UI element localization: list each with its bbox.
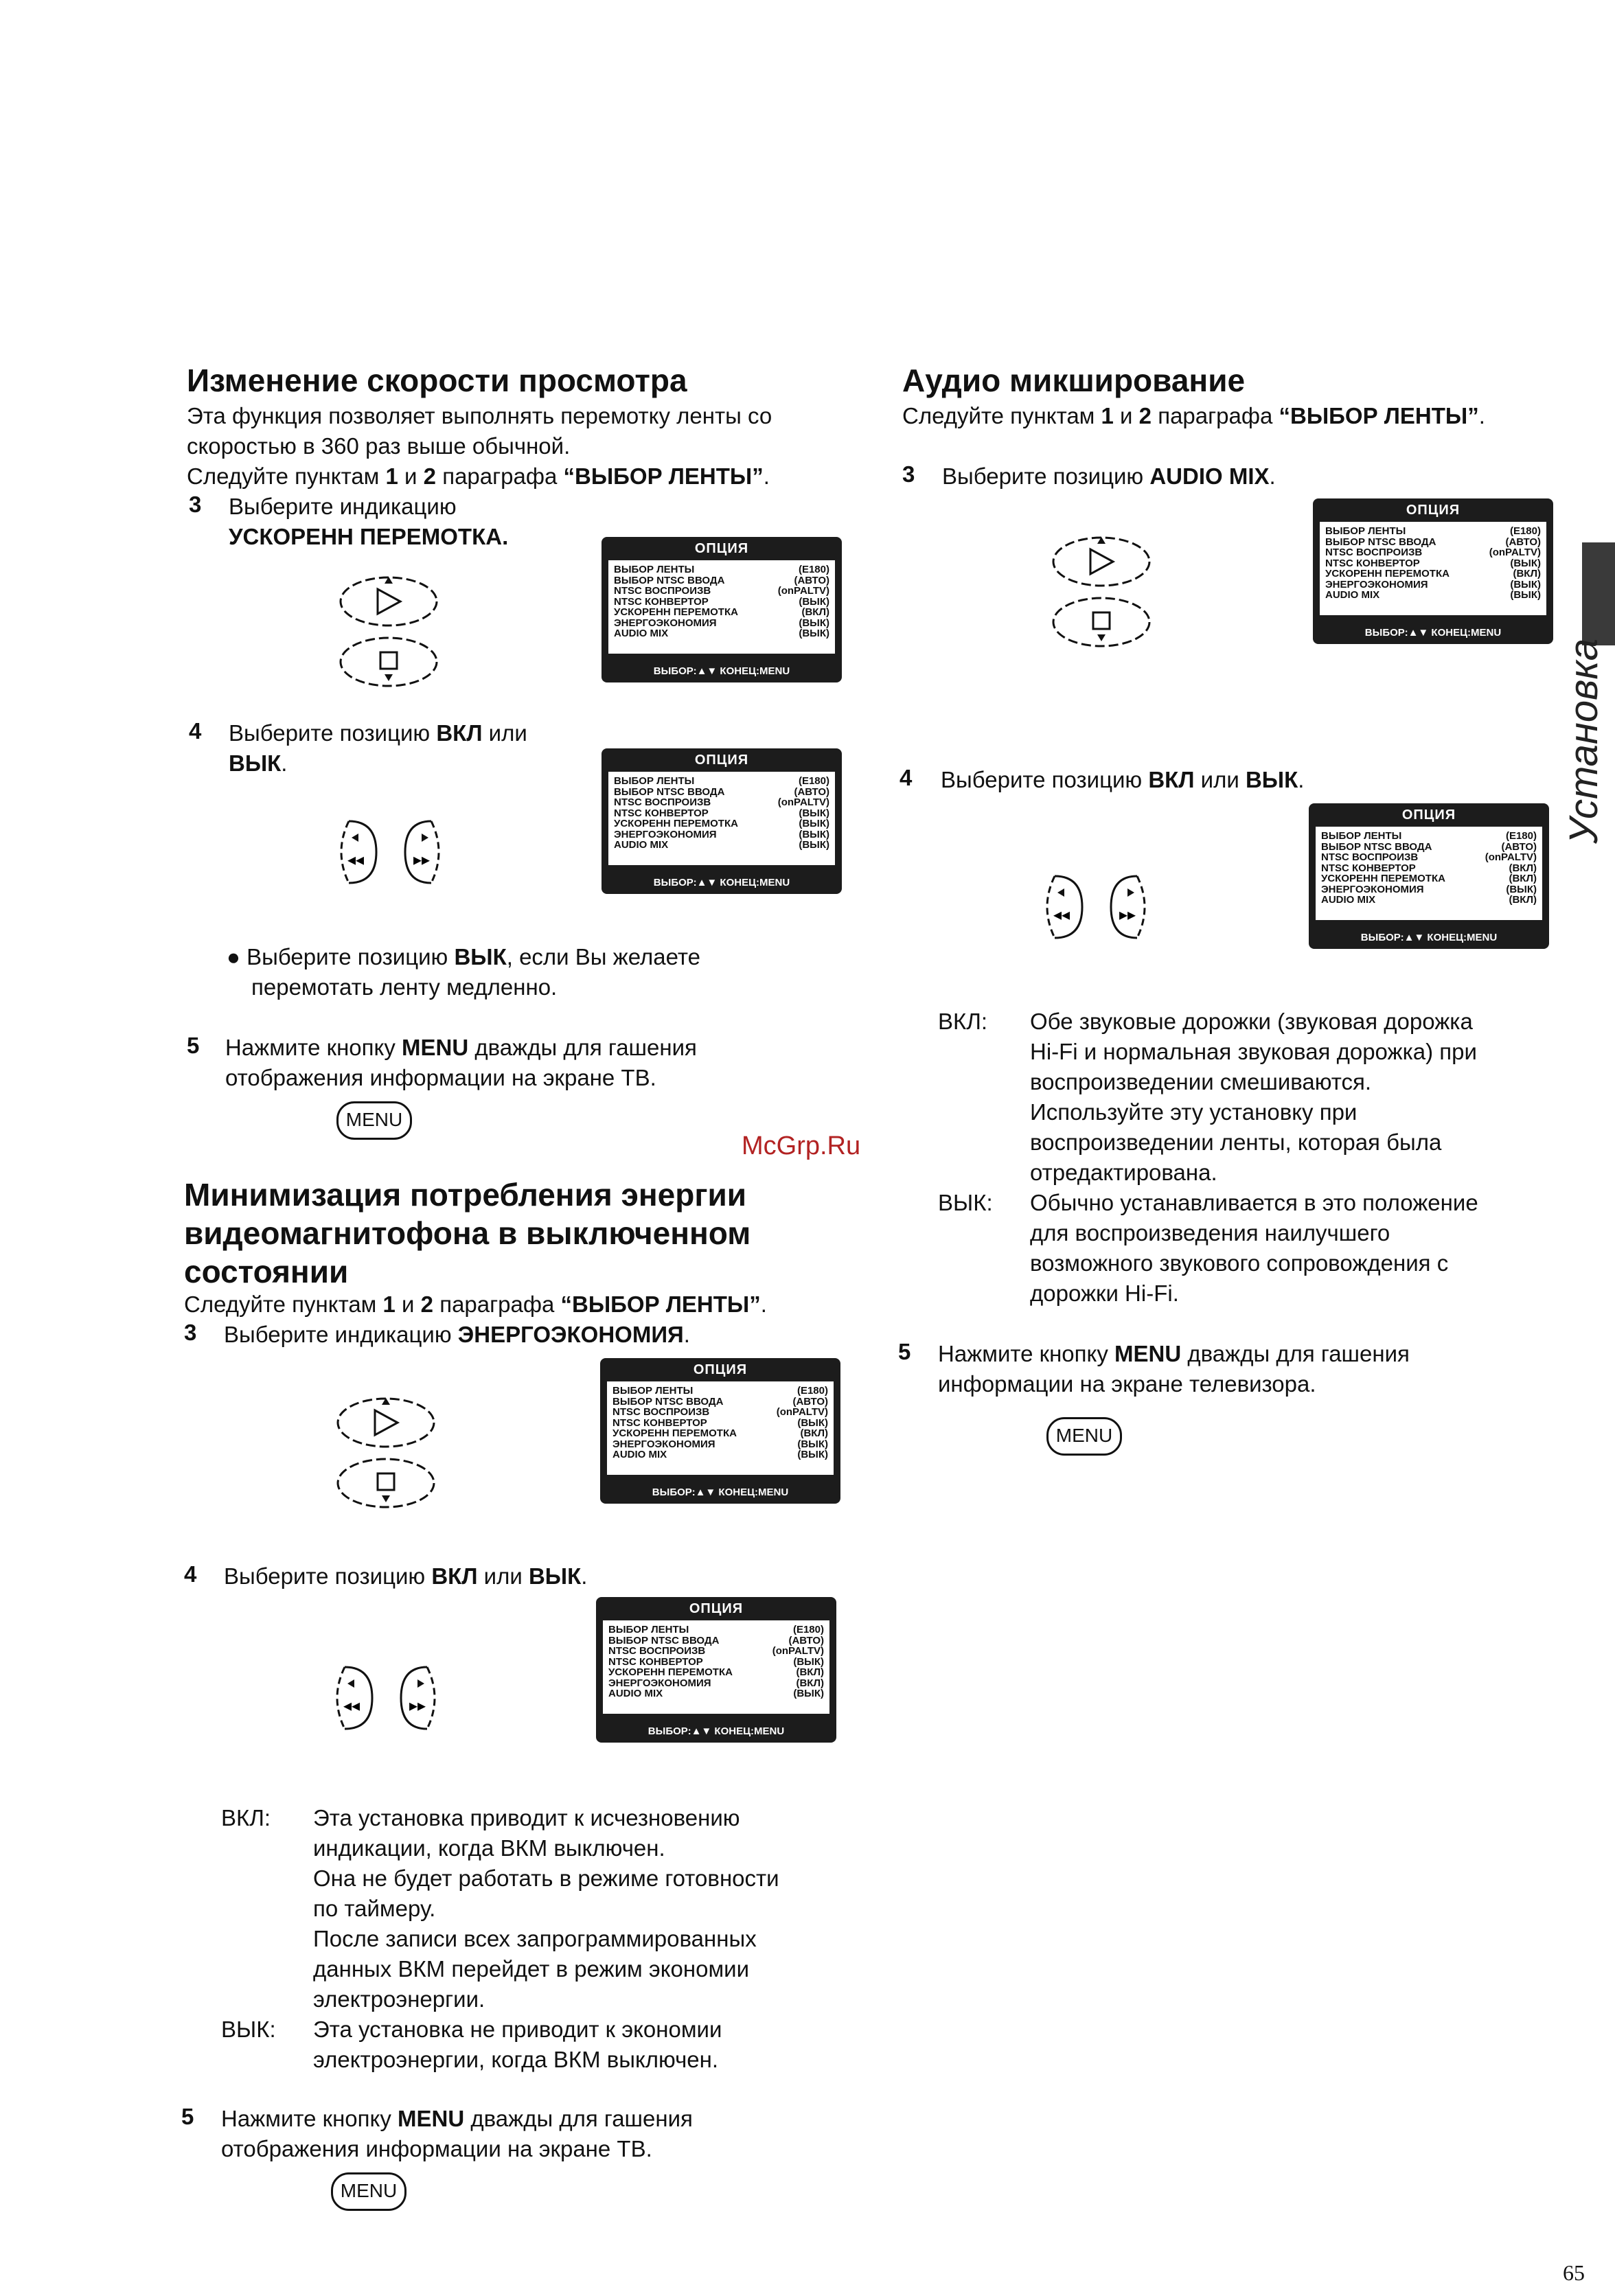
osd-screen-3: ОПЦИЯ ВЫБОР ЛЕНТЫ (E180) ВЫБОР NTSC ВВОДА (АВТО) NTSC ВОСПРОИЗВ (onPALTV) NTSC КОНВЕРТОР (ВЫК) УСКОРЕНН ПЕРЕМОТКА (ВКЛ) ЭНЕРГОЭКОНОМИЯ (ВЫК) AUDIO MIX (ВЫК) ВЫБОР:▲▼ КОНЕЦ:MENU: [600, 1358, 840, 1504]
osd-row: [607, 1407, 834, 1418]
definition-line: для воспроизведения наилучшего: [1030, 1220, 1390, 1245]
osd-row-value: (АВТО): [794, 574, 829, 586]
osd-row-label: УСКОРЕНН ПЕРЕМОТКА: [608, 1666, 733, 1678]
osd-row: [603, 1657, 829, 1668]
osd-row-label: ВЫБОР NTSC ВВОДА: [608, 1634, 720, 1646]
step-number: 4: [900, 765, 913, 790]
osd-row-value: (ВЫК): [797, 1449, 828, 1460]
step4-text-2: ВЫК.: [229, 750, 288, 776]
rewind-forward-buttons: [1034, 869, 1185, 945]
definition-line: Она не будет работать в режиме готовности: [313, 1866, 779, 1891]
osd-row-label: ВЫБОР NTSC ВВОДА: [612, 1395, 724, 1408]
section-title-speed: Изменение скорости просмотра: [187, 363, 687, 398]
osd-row-label: УСКОРЕНН ПЕРЕМОТКА: [612, 1427, 737, 1439]
osd-row-value: (АВТО): [1505, 536, 1541, 548]
osd-row-label: ЭНЕРГОЭКОНОМИЯ: [608, 1677, 711, 1689]
menu-button: MENU: [336, 1101, 412, 1140]
osd-row: [608, 564, 835, 575]
follow-steps: Следуйте пунктам 1 и 2 параграфа “ВЫБОР ЛЕНТЫ”.: [902, 403, 1485, 428]
osd-row-label: AUDIO MIX: [614, 628, 669, 639]
definition-line: воспроизведении ленты, которая была: [1030, 1129, 1442, 1155]
term-on: ВКЛ:: [221, 1805, 271, 1830]
osd-row-value: (E180): [1509, 525, 1541, 537]
def-on: [313, 1803, 779, 2014]
osd-row-value: (E180): [798, 775, 829, 787]
step-number: 3: [902, 461, 915, 487]
osd-row: [1316, 884, 1542, 895]
stop-icon: [378, 1473, 394, 1490]
osd-row-value: (АВТО): [794, 785, 829, 798]
rewind-icon: ◂◂: [343, 1696, 360, 1715]
definition-line: Эта установка не приводит к экономии: [313, 2017, 722, 2042]
osd-row-value: (ВЫК): [1510, 589, 1541, 601]
osd-row: [608, 808, 835, 819]
osd-row: [1316, 842, 1542, 853]
osd-row-label: NTSC КОНВЕРТОР: [612, 1416, 707, 1429]
osd-row-label: AUDIO MIX: [608, 1688, 663, 1699]
osd-row-value: (ВКЛ): [800, 1427, 828, 1439]
step3-text: Выберите индикацию ЭНЕРГОЭКОНОМИЯ.: [224, 1322, 690, 1347]
osd-row-label: NTSC КОНВЕРТОР: [608, 1655, 703, 1668]
osd-row-value: (ВЫК): [799, 595, 829, 608]
rewind-forward-buttons: [328, 814, 479, 890]
osd-row: [603, 1667, 829, 1678]
osd-row-value: (АВТО): [792, 1395, 828, 1408]
bullet-note: ● Выберите позицию ВЫК, если Вы желаете: [227, 944, 700, 969]
osd-row-value: (ВЫК): [799, 628, 829, 639]
osd-row-value: (ВКЛ): [801, 606, 829, 618]
osd-row-value: (ВКЛ): [796, 1666, 824, 1678]
play-icon: [378, 589, 400, 614]
osd-row: [1320, 537, 1546, 548]
osd-row-value: (ВЫК): [797, 1416, 828, 1429]
osd-panel: [1316, 827, 1542, 920]
osd-row: [608, 607, 835, 618]
menu-button: MENU: [1046, 1417, 1122, 1456]
osd-row-value: (ВЫК): [797, 1438, 828, 1450]
definition-line: по таймеру.: [313, 1896, 436, 1921]
osd-row-label: NTSC КОНВЕРТОР: [1325, 557, 1420, 569]
osd-row-value: (ВКЛ): [1509, 894, 1537, 906]
osd-row: [608, 840, 835, 851]
osd-row: [1316, 873, 1542, 884]
osd-row: [1316, 831, 1542, 842]
osd-row: [1320, 590, 1546, 601]
fast-forward-icon: ▸▸: [409, 1696, 426, 1715]
osd-row-label: УСКОРЕНН ПЕРЕМОТКА: [1325, 568, 1450, 579]
osd-row-value: (ВЫК): [799, 617, 829, 629]
definition-line: электроэнергии, когда ВКМ выключен.: [313, 2047, 719, 2072]
step-number: 4: [189, 718, 202, 744]
step5-text: Нажмите кнопку MENU дважды для гашения: [221, 2106, 693, 2131]
osd-row-label: ЭНЕРГОЭКОНОМИЯ: [614, 617, 717, 629]
osd-row-label: ЭНЕРГОЭКОНОМИЯ: [614, 828, 717, 840]
osd-row: [1316, 863, 1542, 874]
osd-row: [608, 787, 835, 798]
section-title-energy-3: состоянии: [184, 1254, 349, 1289]
step5-text: Нажмите кнопку MENU дважды для гашения: [225, 1035, 697, 1060]
definition-line: Обычно устанавливается в это положение: [1030, 1190, 1478, 1215]
osd-row: [603, 1625, 829, 1635]
osd-row: [608, 818, 835, 829]
term-on: ВКЛ:: [938, 1009, 988, 1034]
osd-panel: [607, 1381, 834, 1475]
def-on: [1030, 1007, 1477, 1188]
definition-line: Обе звуковые дорожки (звуковая дорожка: [1030, 1009, 1473, 1034]
osd-row-label: NTSC КОНВЕРТОР: [614, 807, 709, 819]
osd-screen-4: ОПЦИЯ ВЫБОР ЛЕНТЫ (E180) ВЫБОР NTSC ВВОДА (АВТО) NTSC ВОСПРОИЗВ (onPALTV) NTSC КОНВЕРТОР (ВЫК) УСКОРЕНН ПЕРЕМОТКА (ВКЛ) ЭНЕРГОЭКОНОМИЯ (ВКЛ) AUDIO MIX (ВЫК) ВЫБОР:▲▼ КОНЕЦ:MENU: [596, 1597, 836, 1743]
osd-row-label: ВЫБОР ЛЕНТЫ: [1325, 525, 1406, 537]
step5-text-2: информации на экране телевизора.: [938, 1371, 1316, 1397]
osd-row-label: ВЫБОР ЛЕНТЫ: [614, 564, 695, 575]
osd-screen-6: ОПЦИЯ ВЫБОР ЛЕНТЫ (E180) ВЫБОР NTSC ВВОДА (АВТО) NTSC ВОСПРОИЗВ (onPALTV) NTSC КОНВЕРТОР (ВКЛ) УСКОРЕНН ПЕРЕМОТКА (ВКЛ) ЭНЕРГОЭКОНОМИЯ (ВЫК) AUDIO MIX (ВКЛ) ВЫБОР:▲▼ КОНЕЦ:MENU: [1309, 803, 1549, 949]
osd-row: [603, 1635, 829, 1646]
osd-row: [607, 1397, 834, 1408]
osd-row-label: УСКОРЕНН ПЕРЕМОТКА: [614, 818, 738, 829]
osd-row-value: (ВКЛ): [1513, 568, 1541, 579]
osd-row: [1320, 569, 1546, 579]
step4-text: Выберите позицию ВКЛ или: [229, 720, 527, 746]
osd-row: [607, 1386, 834, 1397]
step-number: 3: [189, 492, 202, 517]
bullet-note-2: перемотать ленту медленно.: [251, 974, 558, 1000]
osd-row-value: (ВЫК): [1506, 883, 1537, 895]
osd-row: [603, 1688, 829, 1699]
definition-line: Hi-Fi и нормальная звуковая дорожка) при: [1030, 1039, 1477, 1064]
osd-row: [608, 776, 835, 787]
step4-text: Выберите позицию ВКЛ или ВЫК.: [941, 767, 1305, 792]
def-off: [313, 2014, 722, 2075]
osd-row-value: (onPALTV): [1485, 851, 1537, 863]
fast-forward-icon: ▸▸: [1119, 905, 1136, 924]
osd-row-value: (ВЫК): [1510, 578, 1541, 590]
osd-row-value: (ВЫК): [799, 818, 829, 829]
osd-panel: [1320, 522, 1546, 615]
osd-row: [1320, 579, 1546, 590]
follow-steps: Следуйте пунктам 1 и 2 параграфа “ВЫБОР ЛЕНТЫ”.: [184, 1292, 767, 1317]
osd-row-label: NTSC ВОСПРОИЗВ: [1321, 851, 1419, 863]
osd-row-value: (onPALTV): [777, 585, 829, 597]
step3-text: Выберите индикацию: [229, 494, 457, 519]
osd-row: [608, 586, 835, 597]
osd-screen-5: ОПЦИЯ ВЫБОР ЛЕНТЫ (E180) ВЫБОР NTSC ВВОДА (АВТО) NTSC ВОСПРОИЗВ (onPALTV) NTSC КОНВЕРТОР (ВЫК) УСКОРЕНН ПЕРЕМОТКА (ВКЛ) ЭНЕРГОЭКОНОМИЯ (ВЫК) AUDIO MIX (ВЫК) ВЫБОР:▲▼ КОНЕЦ:MENU: [1313, 498, 1553, 644]
def-off: [1030, 1188, 1478, 1309]
step4-text: Выберите позицию ВКЛ или ВЫК.: [224, 1563, 588, 1589]
osd-row-value: (ВЫК): [793, 1688, 824, 1699]
osd-row-label: NTSC ВОСПРОИЗВ: [614, 796, 711, 808]
step-number: 5: [898, 1339, 911, 1364]
osd-panel: [608, 772, 835, 865]
osd-row-value: (E180): [797, 1385, 828, 1397]
osd-row-value: (ВЫК): [799, 839, 829, 851]
osd-row-value: (onPALTV): [772, 1645, 824, 1657]
osd-row-label: ВЫБОР NTSC ВВОДА: [1325, 536, 1436, 548]
osd-row-value: (E180): [792, 1624, 824, 1635]
definition-line: электроэнергии.: [313, 1986, 485, 2012]
definition-line: Используйте эту установку при: [1030, 1099, 1358, 1125]
step5-text-2: отображения информации на экране ТВ.: [225, 1065, 656, 1090]
section-title-audio: Аудио микширование: [902, 363, 1246, 398]
play-icon: [1090, 549, 1113, 574]
osd-row-value: (ВЫК): [793, 1655, 824, 1668]
definition-line: дорожки Hi-Fi.: [1030, 1281, 1179, 1306]
rewind-forward-buttons: [324, 1660, 475, 1736]
energy-options-list: [221, 1803, 860, 2091]
section-title-energy-1: Минимизация потребления энергии: [184, 1177, 747, 1213]
osd-row-label: ВЫБОР ЛЕНТЫ: [608, 1624, 689, 1635]
osd-row-label: NTSC ВОСПРОИЗВ: [1325, 547, 1423, 558]
step-number: 3: [184, 1320, 197, 1345]
osd-row-label: NTSC ВОСПРОИЗВ: [608, 1645, 706, 1657]
osd-row-value: (onPALTV): [777, 796, 829, 808]
page-number: 65: [1563, 2260, 1585, 2285]
watermark: McGrp.Ru: [742, 1132, 861, 1160]
section-tab-marker: [1582, 542, 1615, 645]
osd-row-label: AUDIO MIX: [1325, 589, 1380, 601]
audio-options-list: [938, 1007, 1556, 1309]
play-icon: [375, 1410, 398, 1435]
definition-line: данных ВКМ перейдет в режим экономии: [313, 1956, 750, 1982]
osd-row-label: NTSC КОНВЕРТОР: [1321, 862, 1416, 874]
osd-row: [607, 1428, 834, 1439]
osd-row: [1316, 852, 1542, 863]
definition-line: воспроизведении смешиваются.: [1030, 1069, 1372, 1094]
osd-row-label: ВЫБОР NTSC ВВОДА: [614, 574, 725, 586]
osd-row-value: (onPALTV): [1489, 547, 1541, 558]
rewind-icon: ◂◂: [1053, 905, 1070, 924]
follow-steps: Следуйте пунктам 1 и 2 параграфа “ВЫБОР ЛЕНТЫ”.: [187, 463, 770, 489]
play-stop-buttons: [1048, 529, 1158, 652]
osd-row: [603, 1678, 829, 1689]
osd-row-value: (АВТО): [788, 1634, 824, 1646]
osd-row-label: ВЫБОР NTSC ВВОДА: [1321, 840, 1432, 853]
osd-row-label: ВЫБОР ЛЕНТЫ: [1321, 830, 1402, 842]
osd-row: [1320, 547, 1546, 558]
fast-forward-icon: ▸▸: [413, 850, 431, 869]
osd-screen-1: ОПЦИЯ ВЫБОР ЛЕНТЫ (E180) ВЫБОР NTSC ВВОДА (АВТО) NTSC ВОСПРОИЗВ (onPALTV) NTSC КОНВЕРТОР (ВЫК) УСКОРЕНН ПЕРЕМОТКА (ВКЛ) ЭНЕРГОЭКОНОМИЯ (ВЫК) AUDIO MIX (ВЫК) ВЫБОР:▲▼ КОНЕЦ:MENU: [602, 537, 842, 682]
intro-line-2: скоростью в 360 раз выше обычной.: [187, 433, 571, 459]
osd-row-label: УСКОРЕНН ПЕРЕМОТКА: [614, 606, 738, 618]
definition-line: индикации, когда ВКМ выключен.: [313, 1835, 665, 1861]
osd-row-value: (ВКЛ): [796, 1677, 824, 1689]
step-number: 5: [181, 2104, 194, 2129]
osd-row-label: ЭНЕРГОЭКОНОМИЯ: [1321, 883, 1424, 895]
osd-row: [608, 597, 835, 608]
osd-row-label: AUDIO MIX: [1321, 894, 1376, 906]
osd-row-label: NTSC ВОСПРОИЗВ: [614, 585, 711, 597]
osd-row-label: ВЫБОР ЛЕНТЫ: [614, 775, 695, 787]
osd-row: [608, 575, 835, 586]
play-stop-buttons: [332, 1390, 442, 1513]
definition-line: возможного звукового сопровождения с: [1030, 1250, 1449, 1276]
osd-row-value: (ВЫК): [1510, 557, 1541, 569]
osd-row-value: (onPALTV): [776, 1406, 828, 1418]
osd-row: [607, 1418, 834, 1429]
menu-button: MENU: [331, 2172, 406, 2211]
step-number: 5: [187, 1033, 200, 1058]
definition-line: После записи всех запрограммированных: [313, 1926, 757, 1951]
step3-indication: УСКОРЕНН ПЕРЕМОТКА.: [229, 524, 509, 549]
rewind-icon: ◂◂: [347, 850, 365, 869]
osd-row: [603, 1646, 829, 1657]
term-off: ВЫК:: [221, 2017, 276, 2042]
osd-screen-2: ОПЦИЯ ВЫБОР ЛЕНТЫ (E180) ВЫБОР NTSC ВВОДА (АВТО) NTSC ВОСПРОИЗВ (onPALTV) NTSC КОНВЕРТОР (ВЫК) УСКОРЕНН ПЕРЕМОТКА (ВЫК) ЭНЕРГОЭКОНОМИЯ (ВЫК) AUDIO MIX (ВЫК) ВЫБОР:▲▼ КОНЕЦ:MENU: [602, 748, 842, 894]
osd-row: [608, 628, 835, 639]
osd-row-label: NTSC ВОСПРОИЗВ: [612, 1406, 710, 1418]
step-number: 4: [184, 1561, 197, 1587]
stop-icon: [380, 652, 397, 669]
osd-row: [1320, 526, 1546, 537]
osd-row-label: AUDIO MIX: [614, 839, 669, 851]
osd-row-label: ЭНЕРГОЭКОНОМИЯ: [1325, 578, 1428, 590]
osd-row-label: УСКОРЕНН ПЕРЕМОТКА: [1321, 873, 1445, 884]
osd-row: [1316, 895, 1542, 906]
play-stop-buttons: [335, 569, 445, 692]
osd-row-value: (ВЫК): [799, 828, 829, 840]
step5-text-2: отображения информации на экране ТВ.: [221, 2136, 652, 2161]
osd-row-label: ЭНЕРГОЭКОНОМИЯ: [612, 1438, 715, 1450]
osd-row-value: (ВКЛ): [1509, 873, 1537, 884]
definition-line: отредактирована.: [1030, 1160, 1217, 1185]
section-title-energy-2: видеомагнитофона в выключенном: [184, 1215, 751, 1251]
osd-row: [608, 829, 835, 840]
side-section-label: Установка: [1561, 639, 1606, 844]
osd-row-value: (E180): [1505, 830, 1537, 842]
osd-row-label: ВЫБОР ЛЕНТЫ: [612, 1385, 694, 1397]
osd-row-label: NTSC КОНВЕРТОР: [614, 595, 709, 608]
osd-row-value: (ВКЛ): [1509, 862, 1537, 874]
intro-line-1: Эта функция позволяет выполнять перемотку ленты со: [187, 403, 772, 428]
osd-row-label: AUDIO MIX: [612, 1449, 667, 1460]
osd-row: [1320, 558, 1546, 569]
step3-text: Выберите позицию AUDIO MIX.: [942, 463, 1276, 489]
osd-row: [608, 797, 835, 808]
osd-panel: [608, 560, 835, 654]
osd-row: [607, 1439, 834, 1450]
osd-panel: [603, 1620, 829, 1714]
osd-row-label: ВЫБОР NTSC ВВОДА: [614, 785, 725, 798]
osd-row-value: (АВТО): [1501, 840, 1537, 853]
definition-line: Эта установка приводит к исчезновению: [313, 1805, 740, 1830]
term-off: ВЫК:: [938, 1190, 993, 1215]
osd-row: [608, 618, 835, 629]
step5-text: Нажмите кнопку MENU дважды для гашения: [938, 1341, 1410, 1366]
osd-row: [607, 1449, 834, 1460]
osd-row-value: (E180): [798, 564, 829, 575]
stop-icon: [1093, 612, 1110, 629]
osd-row-value: (ВЫК): [799, 807, 829, 819]
